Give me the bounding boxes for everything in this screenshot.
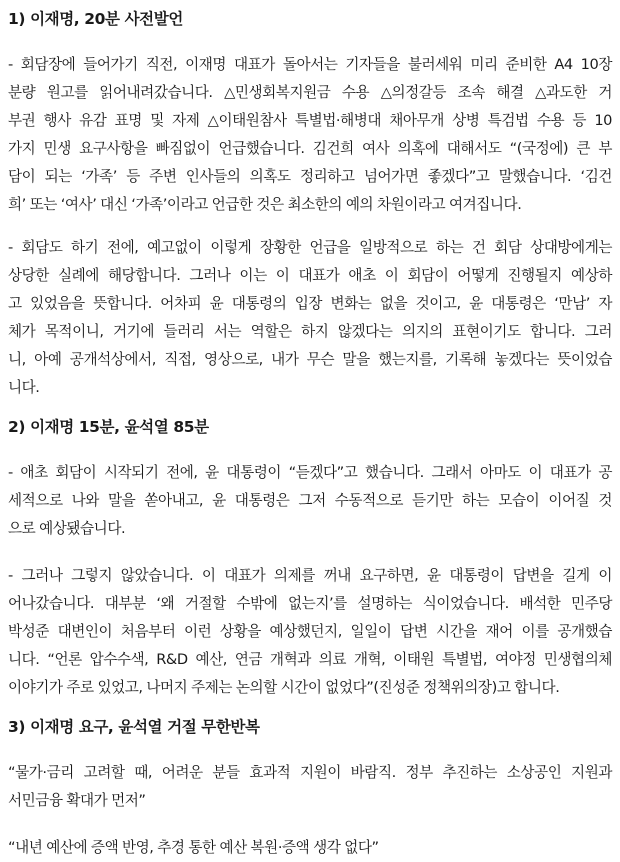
text-line: - 그러나 그렇지 않았습니다. 이 대표가 의제를 꺼내 요구하면, 윤 대통령이 답변을 길게 이 <box>8 567 612 584</box>
paragraph <box>8 234 612 402</box>
text-line: 세적으로 나와 말을 쏟아내고, 윤 대통령은 그저 수동적으로 듣기만 하는 모습이 이어질 것 <box>8 492 612 509</box>
text-line: - 애초 회담이 시작되기 전에, 윤 대통령이 “듣겠다”고 했습니다. 그래서 아마도 이 대표가 공 <box>8 464 612 481</box>
section-heading-2: 2) 이재명 15분, 윤석열 85분 <box>8 418 209 436</box>
text-line: 어나갔습니다. 대부분 ‘왜 거절할 수밖에 없는지’를 설명하는 식이었습니다. 배석한 민주당 <box>8 595 612 612</box>
text-line: 박성준 대변인이 처음부터 이런 상황을 예상했던지, 일일이 답변 시간을 재어 이를 공개했습 <box>8 623 612 640</box>
text-line: 분량 원고를 읽어내려갔습니다. △민생회복지원금 수용 △의정갈등 조속 해결 △과도한 거 <box>8 84 612 101</box>
section-heading-1: 1) 이재명, 20분 사전발언 <box>8 10 183 28</box>
text-line: 니다. “언론 압수수색, R&D 예산, 연금 개혁과 의료 개혁, 이태원 특별법, 여야정 민생협의체 <box>8 651 612 668</box>
text-line: 서민금융 확대가 먼저” <box>8 792 146 809</box>
text-line: 니다. <box>8 379 40 396</box>
text-line: 체가 목적이니, 거기에 들러리 서는 역할은 하지 않겠다는 의지의 표현이기도 합니다. 그러 <box>8 323 612 340</box>
paragraph <box>8 51 612 219</box>
section-heading-3: 3) 이재명 요구, 윤석열 거절 무한반복 <box>8 718 260 736</box>
text-line: 상당한 실례에 해당합니다. 그러나 이는 이 대표가 애초 이 회담이 어떻게 진행될지 예상하 <box>8 267 612 284</box>
paragraph <box>8 459 612 543</box>
text-line: 으로 예상됐습니다. <box>8 520 126 537</box>
text-line: 희’ 또는 ‘여사’ 대신 ‘가족’이라고 언급한 것은 최소한의 예의 차원이라고 여겨집니다. <box>8 196 522 213</box>
text-line: - 회담장에 들어가기 직전, 이재명 대표가 돌아서는 기자들을 불러세워 미리 준비한 A4 10장 <box>8 56 612 73</box>
quote-paragraph <box>8 834 612 862</box>
text-line: “내년 예산에 증액 반영, 추경 통한 예산 복원·증액 생각 없다” <box>8 839 379 856</box>
paragraph <box>8 562 612 702</box>
text-line: 고 있었음을 뜻합니다. 어차피 윤 대통령의 입장 변화는 없을 것이고, 윤 대통령은 ‘만남’ 자 <box>8 295 612 312</box>
text-line: “물가·금리 고려할 때, 어려운 분들 효과적 지원이 바람직. 정부 추진하는 소상공인 지원과 <box>8 764 612 781</box>
text-line: 담이 되는 ‘가족’ 등 주변 인사들의 의혹도 정리하고 넘어가면 좋겠다”고 말했습니다. ‘김건 <box>8 168 612 185</box>
text-line: 가지 민생 요구사항을 빠짐없이 언급했습니다. 김건희 여사 의혹에 대해서도 “(국정에) 큰 부 <box>8 140 612 157</box>
text-line: 부권 행사 유감 표명 및 자제 △이태원참사 특별법·해병대 채아무개 상병 특검법 수용 등 10 <box>8 112 612 129</box>
text-line: - 회담도 하기 전에, 예고없이 이렇게 장황한 언급을 일방적으로 하는 건 회담 상대방에게는 <box>8 239 612 256</box>
text-line: 니, 아예 공개석상에서, 직접, 영상으로, 내가 무슨 말을 했는지를, 기록해 놓겠다는 뜻이었습 <box>8 351 612 368</box>
text-line: 이야기가 주로 있었고, 나머지 주제는 논의할 시간이 없었다”(진성준 정책위의장)고 합니다. <box>8 679 560 696</box>
quote-paragraph <box>8 759 612 815</box>
